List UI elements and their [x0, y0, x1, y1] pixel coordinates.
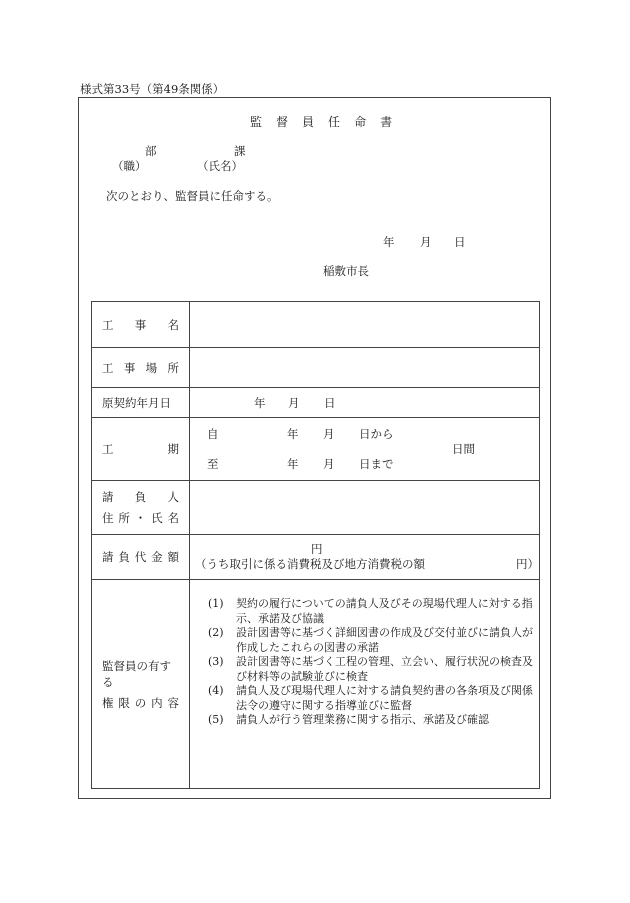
details-table — [91, 301, 540, 789]
amount-value[interactable] — [190, 535, 540, 580]
table-row — [92, 418, 540, 481]
list-item-text: 請負人及び現場代理人に対する請負契約書の各条項及び関係法令の遵守に関する指導並びに監督 — [236, 684, 533, 712]
department-label: 部 — [145, 144, 157, 158]
label-char: の — [134, 695, 147, 710]
name-label: （氏名） — [197, 159, 243, 173]
authority-value — [190, 580, 540, 789]
label-char: 工 — [102, 317, 114, 332]
list-item-text: 設計図書等に基づく詳細図書の作成及び交付並びに請負人が作成したこれらの図書の承諾 — [236, 626, 533, 654]
list-item-number: (2) — [208, 626, 224, 639]
label-char: 工 — [102, 442, 114, 456]
list-item-number: (3) — [208, 655, 224, 668]
label-char: 名 — [167, 317, 179, 332]
label-char: 事 — [134, 317, 147, 332]
list-item-text: 請負人が行う管理業務に関する指示、承諾及び確認 — [236, 713, 489, 726]
list-item-number: (4) — [208, 684, 224, 697]
contract-date-label — [92, 388, 190, 418]
list-item — [208, 684, 538, 713]
label-char: 請 — [102, 490, 114, 504]
construction-name-label — [92, 302, 190, 348]
document-title — [250, 116, 406, 128]
amount-tax-yen: 円） — [516, 557, 539, 571]
period-to-suffix: 日まで — [359, 457, 394, 471]
list-item-text: 設計図書等に基づく工程の管理、立会い、履行状況の検査及び材料等の試験並びに検査 — [236, 655, 533, 683]
period-days-label: 日間 — [452, 442, 475, 456]
construction-name-value[interactable] — [190, 302, 540, 348]
label-char: 内 — [151, 695, 163, 710]
period-value[interactable] — [190, 418, 540, 481]
label-char: 請 — [102, 550, 114, 564]
issuer: 稲敷市長 — [323, 264, 369, 278]
list-item-number: (5) — [208, 713, 224, 726]
contractor-value[interactable] — [190, 481, 540, 535]
authority-label-line1: 監督員の有する — [102, 658, 171, 689]
label-char: 氏 — [151, 511, 163, 525]
list-item — [208, 655, 538, 684]
list-item — [208, 713, 538, 728]
table-row — [92, 348, 540, 388]
date-month: 月 — [420, 235, 432, 249]
label-char: 額 — [167, 550, 179, 564]
period-to-year: 年 — [287, 457, 299, 471]
appointment-statement: 次のとおり、監督員に任命する。 — [106, 189, 279, 203]
list-item-number: (1) — [208, 597, 224, 610]
label-char: 人 — [167, 490, 179, 504]
construction-site-label — [92, 348, 190, 388]
title-char: 命 — [354, 115, 369, 129]
form-number: 様式第33号（第49条関係） — [80, 82, 225, 96]
date-day: 日 — [454, 235, 466, 249]
period-from-month: 月 — [323, 427, 335, 441]
period-to-month: 月 — [323, 457, 335, 471]
period-label — [92, 418, 190, 481]
contract-date-month: 月 — [288, 396, 300, 410]
position-label: （職） — [112, 159, 147, 173]
label-char: 所 — [167, 360, 179, 375]
list-item — [208, 626, 538, 655]
section-label: 課 — [234, 144, 246, 158]
title-char: 任 — [328, 115, 343, 129]
label-char: 限 — [118, 695, 130, 710]
label-char: 所 — [118, 511, 130, 525]
label-char: 金 — [151, 550, 163, 564]
label-char: 住 — [102, 511, 114, 525]
contract-date-day: 日 — [324, 396, 336, 410]
table-row — [92, 580, 540, 789]
contract-date-year: 年 — [254, 396, 266, 410]
amount-yen: 円 — [311, 542, 323, 556]
amount-tax-text: （うち取引に係る消費税及び地方消費税の額 — [195, 557, 425, 571]
label-char: 代 — [134, 550, 147, 564]
period-from-suffix: 日から — [359, 427, 394, 441]
period-to-prefix: 至 — [207, 457, 219, 471]
table-row — [92, 481, 540, 535]
label-char: 場 — [145, 360, 158, 375]
list-item — [208, 597, 538, 626]
period-from-year: 年 — [287, 427, 299, 441]
contract-date-value[interactable] — [190, 388, 540, 418]
label-char: ・ — [134, 511, 147, 525]
label-char: 名 — [167, 511, 179, 525]
table-row — [92, 535, 540, 580]
list-item-text: 契約の履行についての請負人及びその現場代理人に対する指示、承諾及び協議 — [236, 597, 533, 625]
amount-label — [92, 535, 190, 580]
date-year: 年 — [383, 235, 395, 249]
construction-site-value[interactable] — [190, 348, 540, 388]
label-char: 負 — [118, 550, 130, 564]
table-row — [92, 302, 540, 348]
label-char: 期 — [167, 442, 179, 456]
title-char: 督 — [276, 115, 291, 129]
label-char: 容 — [167, 695, 179, 710]
contract-date-label-text: 原契約年月日 — [102, 395, 171, 410]
label-char: 事 — [123, 360, 136, 375]
period-from-prefix: 自 — [207, 427, 219, 441]
title-char: 員 — [302, 115, 317, 129]
label-char: 工 — [102, 360, 114, 375]
contractor-label — [92, 481, 190, 535]
label-char: 負 — [134, 490, 147, 504]
label-char: 権 — [102, 695, 114, 710]
table-row — [92, 388, 540, 418]
authority-label — [92, 580, 190, 789]
authority-list — [208, 597, 538, 728]
title-char: 監 — [250, 115, 265, 129]
title-char: 書 — [380, 115, 395, 129]
